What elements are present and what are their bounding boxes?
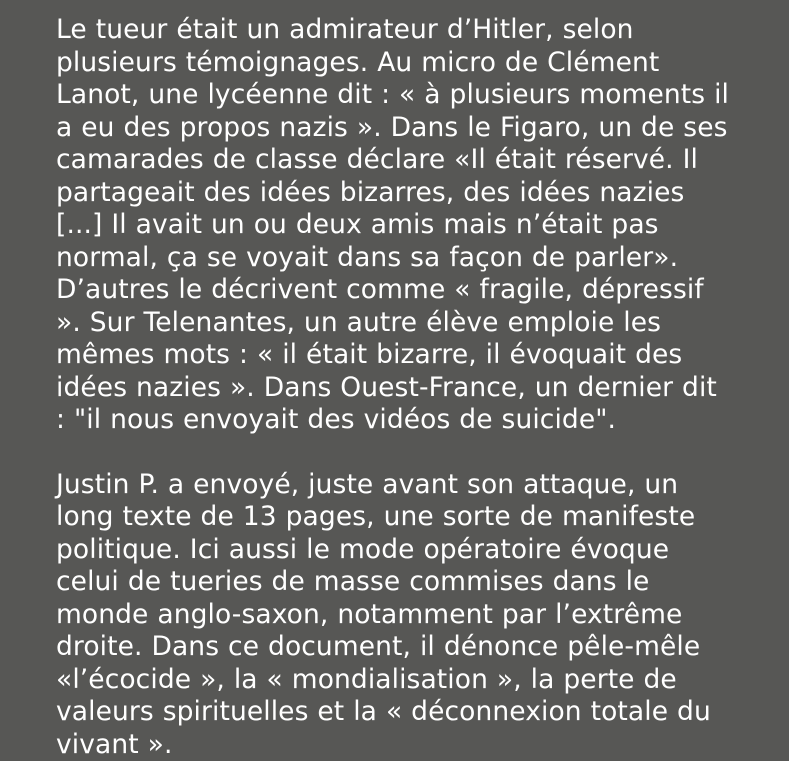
paragraph-2: Justin P. a envoyé, juste avant son attaque, un long texte de 13 pages, une sorte de manifeste politique. Ici aussi le mode opératoire évoque celui de tueries de masse commises dans le monde anglo-saxon, notamment par l’extrême droite. Dans ce document, il dénonce pêle-mêle «l’écocide », la « mondialisation », la perte de valeurs spirituelles et la « déconnexion totale du vivant ». bbox=[56, 469, 734, 761]
paragraph-1: Le tueur était un admirateur d’Hitler, selon plusieurs témoignages. Au micro de Clément Lanot, une lycéenne dit : « à plusieurs moments il a eu des propos nazis ». Dans le Figaro, un de ses camarades de classe déclare «Il était réservé. Il partageait des idées bizarres, des idées nazies [...] Il avait un ou deux amis mais n’était pas normal, ça se voyait dans sa façon de parler». D’autres le décrivent comme « fragile, dépressif ». Sur Telenantes, un autre élève emploie les mêmes mots : « il était bizarre, il évoquait des idées nazies ». Dans Ouest-France, un dernier dit : "il nous envoyait des vidéos de suicide". bbox=[56, 14, 734, 437]
